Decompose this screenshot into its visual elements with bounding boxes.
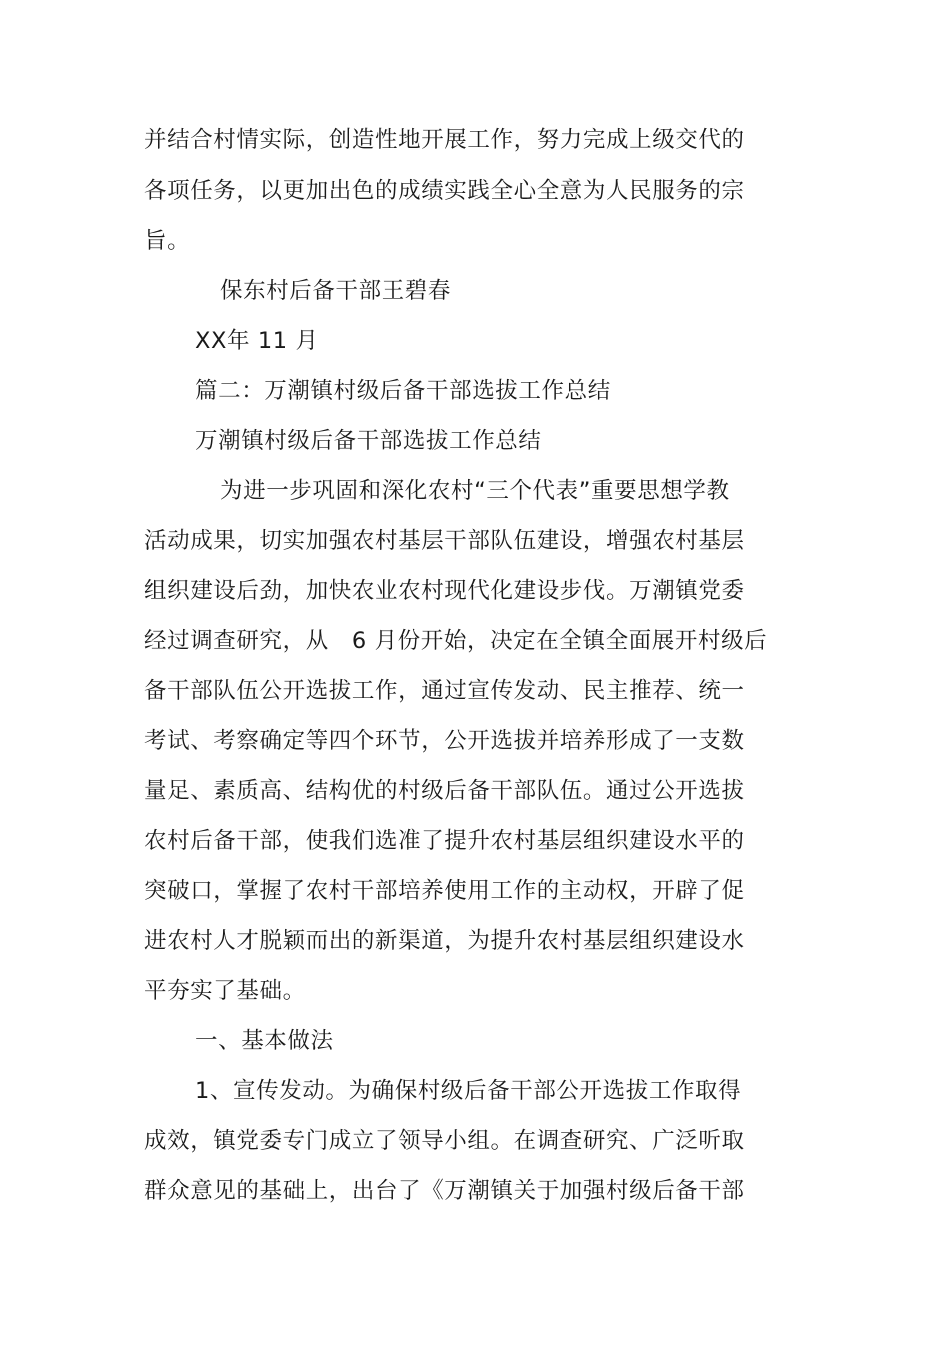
subsection-heading: 一、基本做法 [195,1028,334,1054]
text-line-1: 并结合村情实际，创造性地开展工作，努力完成上级交代的 [144,127,745,153]
text-line-16: 突破口，掌握了农村干部培养使用工作的主动权，开辟了促 [144,878,745,904]
text-line-21: 成效，镇党委专门成立了领导小组。在调查研究、广泛听取 [144,1128,745,1154]
text-line-12: 备干部队伍公开选拔工作，通过宣传发动、民主推荐、统一 [144,678,745,704]
signature-name: 保东村后备干部王碧春 [220,278,452,304]
section-heading: 篇二：万潮镇村级后备干部选拔工作总结 [195,378,611,404]
text-line-22: 群众意见的基础上，出台了《万潮镇关于加强村级后备干部 [144,1178,745,1204]
text-line-9: 活动成果，切实加强农村基层干部队伍建设，增强农村基层 [144,528,745,554]
text-line-14: 量足、素质高、结构优的村级后备干部队伍。通过公开选拔 [144,778,745,804]
text-line-15: 农村后备干部，使我们选准了提升农村基层组织建设水平的 [144,828,745,854]
signature-date: XX年 11 月 [195,328,319,354]
text-line-8: 为进一步巩固和深化农村“三个代表”重要思想学教 [220,478,730,504]
text-line-17: 进农村人才脱颖而出的新渠道，为提升农村基层组织建设水 [144,928,745,954]
article-title: 万潮镇村级后备干部选拔工作总结 [195,428,542,454]
text-line-2: 各项任务，以更加出色的成绩实践全心全意为人民服务的宗 [144,178,745,204]
text-line-18: 平夯实了基础。 [144,978,306,1004]
text-line-3: 旨。 [144,228,191,254]
text-line-11: 经过调查研究，从 6 月份开始，决定在全镇全面展开村级后 [144,628,768,654]
text-line-13: 考试、考察确定等四个环节，公开选拔并培养形成了一支数 [144,728,745,754]
text-line-20: 1、宣传发动。为确保村级后备干部公开选拔工作取得 [195,1078,742,1104]
text-line-10: 组织建设后劲，加快农业农村现代化建设步伐。万潮镇党委 [144,578,745,604]
